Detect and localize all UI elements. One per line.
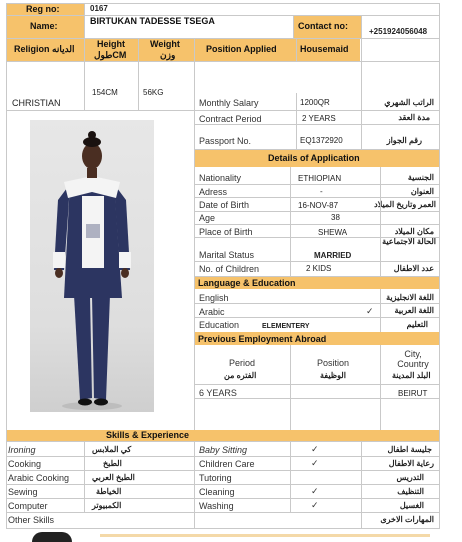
place-of-birth-value: SHEWA xyxy=(318,228,348,237)
skill-washing: Washing xyxy=(199,501,234,511)
nationality-value: ETHIOPIAN xyxy=(298,174,342,183)
bottom-page-edge xyxy=(20,532,440,538)
contract-ar: مدة العقد xyxy=(398,113,430,122)
marital-status-label: Marital Status xyxy=(199,250,255,260)
cleaning-check-icon: ✓ xyxy=(311,486,319,496)
children-ar: عدد الاطفال xyxy=(393,264,434,273)
children-label: No. of Children xyxy=(199,264,260,274)
reg-value: 0167 xyxy=(90,4,108,13)
place-of-birth-label: Place of Birth xyxy=(199,227,253,237)
children-care-check-icon: ✓ xyxy=(311,458,319,468)
nationality-label: Nationality xyxy=(199,173,242,183)
salary-value: 1200QR xyxy=(300,98,330,107)
children-value: 2 KIDS xyxy=(306,264,332,273)
skill-other-ar: المهارات الاخرى xyxy=(380,515,434,524)
weight-label-ar: وزن xyxy=(160,50,176,60)
skill-sewing: Sewing xyxy=(8,487,38,497)
position-ar: الوظيفة xyxy=(320,371,346,380)
address-label: Adress xyxy=(199,187,228,197)
language-title: Language & Education xyxy=(198,278,296,288)
skill-baby-sitting-ar: جليسة اطفال xyxy=(387,445,432,454)
education-label: Education xyxy=(199,320,240,330)
name-label: Name: xyxy=(30,21,58,31)
skill-cooking-ar: الطبخ xyxy=(103,459,122,468)
arabic-ar: اللغة العربية xyxy=(394,306,434,315)
baby-sitting-check-icon: ✓ xyxy=(311,444,319,454)
religion-label: Religion الديانه xyxy=(14,44,75,54)
position-applied-label: Position Applied xyxy=(206,44,277,54)
skill-cleaning: Cleaning xyxy=(199,487,235,497)
country-label: City, Country xyxy=(397,349,429,370)
period-label: Period xyxy=(229,358,256,368)
position-applied-value: Housemaid xyxy=(300,44,349,54)
skills-title: Skills & Experience xyxy=(106,430,190,440)
marital-status-value: MARRIED xyxy=(314,251,352,260)
contract-value: 2 YEARS xyxy=(302,114,336,123)
skill-cooking: Cooking xyxy=(8,459,42,469)
skill-washing-ar: الغسيل xyxy=(399,501,424,510)
nationality-ar: الجنسية xyxy=(407,173,434,182)
passport-value: EQ1372920 xyxy=(300,136,343,145)
arabic-check-icon: ✓ xyxy=(366,306,374,316)
dob-label: Date of Birth xyxy=(199,200,250,210)
skill-baby-sitting: Baby Sitting xyxy=(199,445,248,455)
english-label: English xyxy=(199,293,229,303)
salary-label: Monthly Salary xyxy=(199,98,259,108)
arabic-label: Arabic xyxy=(199,307,225,317)
place-of-birth-ar: مكان الميلاد xyxy=(394,227,434,236)
skill-ironing-ar: كي الملابس xyxy=(92,445,132,454)
contact-label: Contact no: xyxy=(298,21,348,31)
passport-label: Passport No. xyxy=(199,136,252,146)
contact-value: +251924056048 xyxy=(369,27,428,36)
skill-computer-ar: الكمبيوتر xyxy=(92,501,122,510)
religion-value: CHRISTIAN xyxy=(12,98,61,108)
weight-label: Weight xyxy=(150,39,180,49)
employment-title: Previous Employment Abroad xyxy=(198,334,327,344)
skill-children-care: Children Care xyxy=(199,459,255,469)
address-ar: العنوان xyxy=(410,187,434,196)
country-value: BEIRUT xyxy=(398,389,428,398)
washing-check-icon: ✓ xyxy=(311,500,319,510)
skill-arabic-cooking-ar: الطبخ العربي xyxy=(92,473,135,482)
weight-value: 56KG xyxy=(143,88,164,97)
skill-arabic-cooking: Arabic Cooking xyxy=(8,473,70,483)
skill-tutoring-ar: التدريس xyxy=(396,473,424,482)
education-value: ELEMENTERY xyxy=(262,323,310,330)
skill-sewing-ar: الخياطة xyxy=(96,487,122,496)
dob-ar: العمر وتاريخ الميلاد xyxy=(374,200,436,209)
height-label: Height xyxy=(97,39,125,49)
position-label: Position xyxy=(317,358,350,368)
period-value: 6 YEARS xyxy=(199,388,237,398)
dob-value: 16-NOV-87 xyxy=(298,201,339,210)
height-label-ar: طولCM xyxy=(94,50,127,60)
period-ar: الفتره من xyxy=(224,371,257,380)
passport-ar: رقم الجواز xyxy=(386,136,422,145)
skill-ironing: Ironing xyxy=(8,445,36,455)
education-ar: التعليم xyxy=(406,320,428,329)
skill-cleaning-ar: التنظيف xyxy=(397,487,424,496)
skill-other: Other Skills xyxy=(8,515,55,525)
age-label: Age xyxy=(199,213,216,223)
contract-label: Contract Period xyxy=(199,114,262,124)
details-title: Details of Application xyxy=(268,153,360,163)
salary-ar: الراتب الشهري xyxy=(384,98,434,107)
height-value: 154CM xyxy=(92,88,118,97)
skill-children-care-ar: رعاية الاطفال xyxy=(388,459,434,468)
name-value: BIRTUKAN TADESSE TSEGA xyxy=(90,16,215,26)
english-ar: اللغة الانجليزية xyxy=(386,293,434,302)
age-value: 38 xyxy=(331,213,340,222)
reg-label: Reg no: xyxy=(26,4,60,14)
country-ar: البلد المدينة xyxy=(392,371,431,380)
address-value: - xyxy=(320,187,323,196)
skill-tutoring: Tutoring xyxy=(199,473,232,483)
skill-computer: Computer xyxy=(8,501,48,511)
marital-status-ar: الحالة الاجتماعية xyxy=(382,237,436,246)
